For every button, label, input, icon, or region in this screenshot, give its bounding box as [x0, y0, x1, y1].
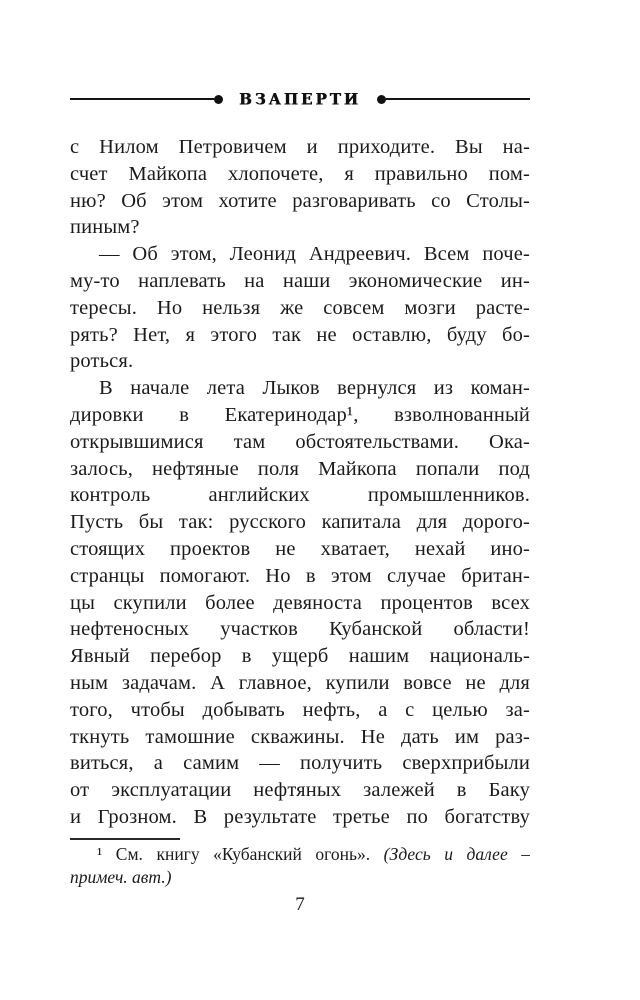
text-line: виться, а самим — получить сверхприбыли — [70, 752, 530, 775]
footnote-separator — [70, 838, 180, 840]
text-line: В начале лета Лыков вернулся из коман- — [99, 377, 530, 400]
header-rule-right — [386, 98, 530, 100]
text-line: контроль английских промышленников. — [70, 484, 530, 507]
text-line: цы скупили более девяноста процентов всех — [70, 591, 530, 614]
text-line: тересы. Но нельзя же совсем мозги расте- — [70, 296, 530, 319]
text-line: Пусть бы так: русского капитала для дорого- — [70, 511, 530, 534]
text-line: и Грозном. В результате третье по богатству — [70, 805, 530, 828]
text-line: пиным? — [70, 216, 140, 239]
footnote-text-regular: ¹ См. книгу «Кубанский огонь». — [97, 844, 371, 864]
header-rule-left — [70, 98, 214, 100]
footnote — [70, 843, 530, 889]
text-line: стоящих проектов не хватает, нехай ино- — [70, 537, 530, 560]
text-line: роться. — [70, 350, 134, 373]
page-number: 7 — [295, 894, 305, 915]
text-line: открывшимися там обстоятельствами. Ока- — [70, 430, 530, 453]
body-text — [70, 134, 530, 831]
text-line: — Об этом, Леонид Андреевич. Всем поче- — [99, 243, 530, 266]
text-line: дировки в Екатеринодар¹, взволнованный — [70, 403, 530, 426]
running-head — [70, 90, 530, 108]
bullet-dot-right-icon — [377, 95, 386, 104]
text-line: ню? Об этом хотите разговаривать со Столы- — [70, 189, 530, 212]
text-line: рять? Нет, я этого так не оставлю, буду бо- — [70, 323, 530, 346]
text-line: с Нилом Петровичем и приходите. Вы на- — [70, 136, 530, 158]
text-line: му-то наплевать на наши экономические ин- — [70, 269, 530, 292]
text-line: залось, нефтяные поля Майкопа попали под — [70, 457, 530, 480]
footnote-text-italic: (Здесь и далее – — [383, 844, 530, 864]
footnote-line-2: примеч. авт.) — [70, 867, 172, 887]
text-line: того, чтобы добывать нефть, а с целью за- — [70, 698, 530, 721]
chapter-title: ВЗАПЕРТИ — [239, 89, 361, 109]
text-line: ным задачам. А главное, купили вовсе не для — [70, 671, 530, 694]
text-line: нефтеносных участков Кубанской области! — [70, 618, 530, 641]
text-line: ткнуть тамошние скважины. Не дать им раз- — [70, 725, 530, 748]
text-line: счет Майкопа хлопочете, я правильно пом- — [70, 162, 530, 185]
text-line: странцы помогают. Но в этом случае британ- — [70, 564, 530, 587]
footnote-line-1 — [70, 843, 530, 866]
text-line: от эксплуатации нефтяных залежей в Баку — [70, 779, 530, 802]
bullet-dot-left-icon — [214, 95, 223, 104]
text-line: Явный перебор в ущерб нашим националь- — [70, 645, 530, 668]
